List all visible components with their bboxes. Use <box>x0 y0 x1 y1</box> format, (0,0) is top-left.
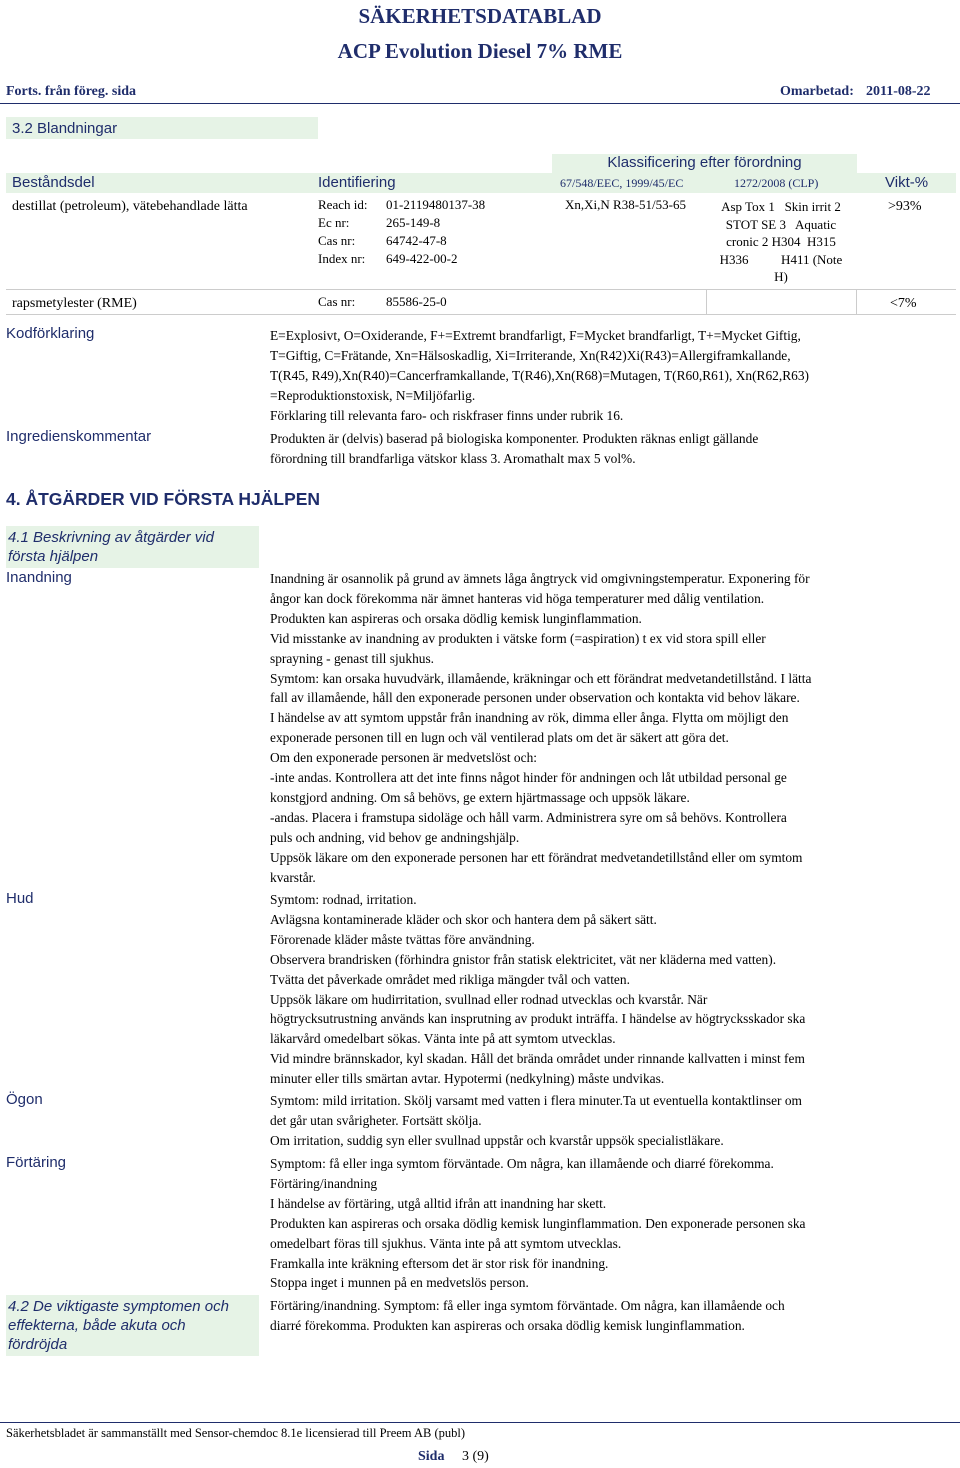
row1-id-label-2: Cas nr: <box>318 233 356 248</box>
text-line: fall av illamående, håll den exponerade personen under observation och kontakta vid behov läkare. <box>270 690 800 706</box>
row2-id-label-0: Cas nr: <box>318 294 356 309</box>
subsection-line: första hjälpen <box>8 548 99 565</box>
row1-dir67: Xn,Xi,N R38-51/53-65 <box>565 197 686 212</box>
text-line: Om irritation, suddig syn eller svullnad uppstår och kvarstår uppsök specialistläkare. <box>270 1132 724 1148</box>
text-line: E=Explosivt, O=Oxiderande, F+=Extremt brandfarligt, F=Mycket brandfarligt, T+=Mycket Giftig, <box>270 328 801 343</box>
row1-clp-4: H) <box>774 269 788 284</box>
text-line: Förtäring/inandning <box>270 1175 378 1191</box>
ingredient-comment-text <box>270 429 758 469</box>
text-line: Vid misstanke av inandning av produkten i vätske form (=aspiration) t ex vid stora spill eller <box>270 630 766 646</box>
code-explanation-label: Kodförklaring <box>6 325 95 342</box>
symptoms-text <box>270 1296 785 1336</box>
subsection-4-1-title <box>6 526 259 568</box>
text-line: exponerade personen till en lugn och väl ventilerad plats om det är säkert att göra det. <box>270 730 729 746</box>
footer-divider <box>0 1422 960 1423</box>
revised-label: Omarbetad: <box>780 84 854 99</box>
row1-clp-0: Asp Tox 1 Skin irrit 2 <box>721 199 841 214</box>
eyes-label: Ögon <box>6 1091 43 1108</box>
text-line: -inte andas. Kontrollera att det inte finns något hinder för andningen och låt utbildad personal ge <box>270 770 787 786</box>
text-line: kvarstår. <box>270 869 316 885</box>
subsection-4-2-title <box>6 1295 259 1356</box>
row2-component: rapsmetylester (RME) <box>12 296 137 311</box>
text-line: Förklaring till relevanta faro- och riskfraser finns under rubrik 16. <box>270 407 624 423</box>
subsection-line: 4.2 De viktigaste symptomen och <box>8 1298 229 1315</box>
text-line: Uppsök läkare om hudirritation, svullnad eller rodnad utvecklas och kvarstår. När <box>270 991 708 1007</box>
column-clp: 1272/2008 (CLP) <box>734 176 819 190</box>
header-divider <box>0 103 960 104</box>
row1-id-value-0: 01-2119480137-38 <box>386 197 486 212</box>
text-line: puls och andning, vid behov ge andningshjälp. <box>270 829 520 845</box>
row-divider <box>6 314 956 315</box>
row1-id-value-2: 64742-47-8 <box>386 233 447 248</box>
column-weight: Vikt-% <box>885 174 929 191</box>
text-line: T(R45, R49),Xn(R40)=Cancerframkallande, T(R46),Xn(R68)=Mutagen, T(R60,R61), Xn(R62,R63) <box>270 367 809 383</box>
text-line: Symtom: rodnad, irritation. <box>270 892 417 907</box>
page-number: 3 (9) <box>462 1449 489 1464</box>
row2-weight: <7% <box>890 296 917 311</box>
subsection-line: fördröjda <box>8 1336 68 1353</box>
row-divider <box>6 289 956 290</box>
inhalation-text <box>270 569 811 888</box>
text-line: I händelse av att symtom uppstår från inandning av rök, dimma eller ånga. Flytta om möjligt den <box>270 710 789 726</box>
text-line: Avlägsna kontaminerade kläder och skor och hantera dem på säkert sätt. <box>270 911 657 927</box>
column-identification: Identifiering <box>318 174 396 191</box>
row1-id-label-1: Ec nr: <box>318 215 350 230</box>
text-line: Symtom: kan orsaka huvudvärk, illamående, kräkningar och ett förändrat medvetandetillstånd. I lätta <box>270 670 812 686</box>
cell-divider <box>856 289 857 314</box>
text-line: diarré förekomma. Produkten kan aspireras och orsaka dödlig kemisk lunginflammation. <box>270 1317 745 1333</box>
row2-id-value-0: 85586-25-0 <box>386 294 447 309</box>
text-line: Inandning är osannolik på grund av ämnets låga ångtryck vid omgivningstemperatur. Exponering för <box>270 571 810 586</box>
text-line: Uppsök läkare om den exponerade personen har ett förändrat medvetandetillstånd eller om symtom <box>270 849 803 865</box>
section-3-2-title: 3.2 Blandningar <box>6 117 318 139</box>
row1-component: destillat (petroleum), vätebehandlade lätta <box>12 199 248 214</box>
text-line: Produkten kan aspireras och orsaka dödlig kemisk lunginflammation. <box>270 610 642 626</box>
revised-date: 2011-08-22 <box>866 84 931 99</box>
text-line: förordning till brandfarliga vätskor klass 3. Aromathalt max 5 vol%. <box>270 450 636 466</box>
text-line: Stoppa inget i munnen på en medvetslös person. <box>270 1275 529 1291</box>
continued-note: Forts. från föreg. sida <box>6 84 136 99</box>
subsection-line: effekterna, både akuta och <box>8 1317 186 1334</box>
row1-clp-2: cronic 2 H304 H315 <box>726 234 836 249</box>
ingestion-text <box>270 1154 805 1293</box>
text-line: I händelse av förtäring, utgå alltid ifrån att inandning har skett. <box>270 1195 607 1211</box>
text-line: Symtom: mild irritation. Skölj varsamt med vatten i flera minuter.Ta ut eventuella kontaktlinser om <box>270 1093 802 1108</box>
cell-divider <box>706 289 707 314</box>
text-line: Observera brandrisken (förhindra gnistor från statisk elektricitet, vät ner kläderna med vatten). <box>270 951 777 967</box>
text-line: Symptom: få eller inga symtom förväntade. Om några, kan illamående och diarré förekomma. <box>270 1156 774 1171</box>
column-component: Beståndsdel <box>12 174 95 191</box>
text-line: omedelbart föras till sjukhus. Vänta inte på att symtom utvecklas. <box>270 1235 622 1251</box>
document-title: SÄKERHETSDATABLAD <box>358 4 602 28</box>
text-line: Produkten är (delvis) baserad på biologiska komponenter. Produkten räknas enligt gällande <box>270 431 759 446</box>
text-line: T=Giftig, C=Frätande, Xn=Hälsoskadlig, Xi=Irriterande, Xn(R42)Xi(R43)=Allergiframkallande, <box>270 347 791 363</box>
subsection-line: 4.1 Beskrivning av åtgärder vid <box>8 529 214 546</box>
inhalation-label: Inandning <box>6 569 72 586</box>
text-line: ångor kan dock förekomma när ämnet hanteras vid höga temperaturer med dålig ventilation. <box>270 590 765 606</box>
text-line: det går utan svårigheter. Fortsätt skölja. <box>270 1112 482 1128</box>
skin-text <box>270 890 805 1089</box>
text-line: =Reproduktionstoxisk, N=Miljöfarlig. <box>270 387 476 403</box>
text-line: läkarvård omedelbart sökas. Vänta inte på att symtom utvecklas. <box>270 1031 616 1047</box>
text-line: Förtäring/inandning. Symptom: få eller inga symtom förväntade. Om några, kan illamående och <box>270 1298 785 1313</box>
text-line: sprayning - genast till sjukhus. <box>270 650 435 666</box>
ingestion-label: Förtäring <box>6 1154 67 1171</box>
classification-heading: Klassificering efter förordning <box>552 154 857 174</box>
code-explanation-text <box>270 326 809 426</box>
text-line: högtrycksutrustning används kan insprutning av produkt inträffa. I händelse av högtrycksskador ska <box>270 1011 806 1027</box>
skin-label: Hud <box>6 890 34 907</box>
row1-id-label-0: Reach id: <box>318 197 368 212</box>
text-line: Tvätta det påverkade området med rikliga mängder tvål och vatten. <box>270 971 630 987</box>
text-line: Framkalla inte kräkning eftersom det är stor risk för inandning. <box>270 1255 609 1271</box>
footer-note: Säkerhetsbladet är sammanställt med Sensor-chemdoc 8.1e licensierad till Preem AB (publ) <box>6 1426 465 1440</box>
row1-id-value-3: 649-422-00-2 <box>386 251 458 266</box>
product-name: ACP Evolution Diesel 7% RME <box>337 39 623 63</box>
column-dir67: 67/548/EEC, 1999/45/EC <box>560 176 684 190</box>
text-line: Vid mindre brännskador, kyl skadan. Håll det brända området under rinnande kallvatten i minst fem <box>270 1051 805 1067</box>
text-line: Om den exponerade personen är medvetslöst och: <box>270 750 537 766</box>
text-line: -andas. Placera i framstupa sidoläge och håll varm. Administrera syre om så behövs. Kontrollera <box>270 809 787 825</box>
page-label: Sida <box>418 1449 445 1464</box>
row1-weight: >93% <box>888 199 922 214</box>
ingredient-comment-label: Ingredienskommentar <box>6 428 152 445</box>
text-line: Produkten kan aspireras och orsaka dödlig kemisk lunginflammation. Den exponerade personen ska <box>270 1215 806 1231</box>
row1-clp-1: STOT SE 3 Aquatic <box>725 217 837 232</box>
text-line: minuter eller tills smärtan avtar. Hypotermi (nedkylning) måste undvikas. <box>270 1071 665 1087</box>
text-line: konstgjord andning. Om så behövs, ge extern hjärtmassage och uppsök läkare. <box>270 789 690 805</box>
text-line: Förorenade kläder måste tvättas före användning. <box>270 931 535 947</box>
eyes-text <box>270 1091 802 1151</box>
row1-id-label-3: Index nr: <box>318 251 366 266</box>
section-4-title: 4. ÅTGÄRDER VID FÖRSTA HJÄLPEN <box>6 489 321 509</box>
row1-id-value-1: 265-149-8 <box>386 215 441 230</box>
row1-clp-3: H336 H411 (Note <box>719 252 843 267</box>
